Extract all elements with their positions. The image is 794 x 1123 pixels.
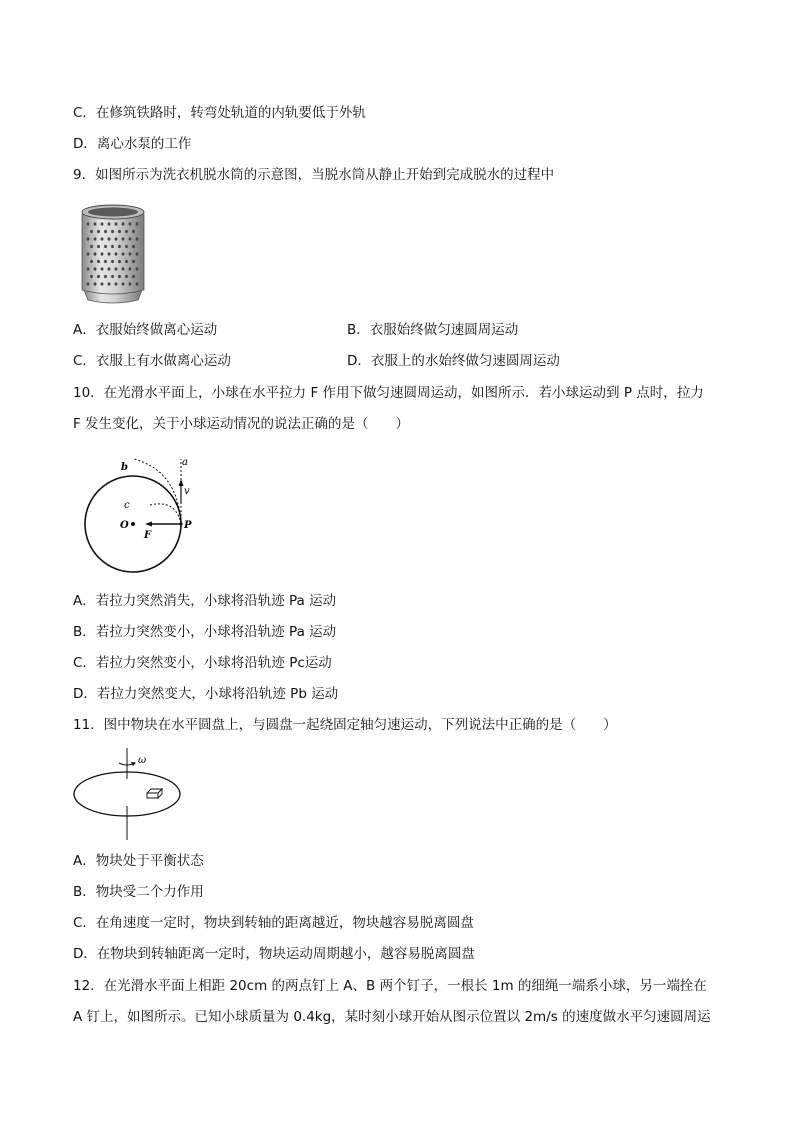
drum-hole — [87, 237, 90, 240]
q10-option-b: B．若拉力突然变小，小球将沿轨迹 Pa 运动 — [73, 624, 337, 640]
prev-option-c: C．在修筑铁路时，转弯处轨道的内轨要低于外轨 — [73, 105, 366, 121]
drum-hole — [132, 275, 135, 278]
drum-hole — [87, 267, 90, 270]
label-v: v — [184, 486, 190, 497]
drum-hole — [118, 230, 121, 233]
q10-option-d: D．若拉力突然变大，小球将沿轨迹 Pb 运动 — [73, 686, 339, 702]
drum-hole — [122, 237, 125, 240]
velocity-arrow — [179, 479, 184, 486]
drum-hole — [122, 222, 125, 225]
drum-hole — [111, 230, 114, 233]
rotating-disk-figure — [72, 746, 188, 846]
drum-hole — [104, 230, 107, 233]
drum-hole — [108, 252, 111, 255]
q9-option-d: D．衣服上的水始终做匀速圆周运动 — [347, 353, 560, 369]
drum-hole — [94, 252, 97, 255]
drum-hole — [90, 230, 93, 233]
q9-option-c: C．衣服上有水做离心运动 — [73, 353, 231, 369]
drum-hole — [125, 230, 128, 233]
q11-option-b: B．物块受二个力作用 — [73, 884, 204, 900]
drum-hole — [111, 260, 114, 263]
label-omega: ω — [138, 755, 147, 766]
drum-hole — [136, 282, 139, 285]
q9-option-b: B．衣服始终做匀速圆周运动 — [347, 322, 519, 338]
drum-hole — [118, 245, 121, 248]
block — [147, 789, 162, 798]
q10-option-c: C．若拉力突然变小，小球将沿轨迹 Pc运动 — [73, 655, 332, 671]
drum-hole — [90, 245, 93, 248]
drum-hole — [104, 260, 107, 263]
drum-hole — [97, 275, 100, 278]
drum-hole — [97, 260, 100, 263]
drum-hole — [108, 267, 111, 270]
label-f: F — [144, 530, 152, 541]
drum-hole — [136, 222, 139, 225]
drum-hole — [94, 237, 97, 240]
drum-hole — [108, 237, 111, 240]
drum-hole — [108, 282, 111, 285]
drum-hole — [115, 267, 118, 270]
drum-hole — [87, 282, 90, 285]
q12-stem-line1: 12．在光滑水平面上相距 20cm 的两点钉上 A、B 两个钉子，一根长 1m 的细绳一端系小球，另一端拴在 — [73, 978, 707, 994]
drum-hole — [90, 275, 93, 278]
drum-hole — [101, 282, 104, 285]
drum-hole — [125, 260, 128, 263]
drum-hole — [97, 245, 100, 248]
drum-hole — [94, 282, 97, 285]
drum-hole — [129, 282, 132, 285]
q10-option-a: A．若拉力突然消失，小球将沿轨迹 Pa 运动 — [73, 593, 337, 609]
point-p — [179, 522, 182, 525]
drum-hole — [115, 252, 118, 255]
drum-hole — [97, 230, 100, 233]
drum-hole — [90, 260, 93, 263]
drum-hole — [118, 260, 121, 263]
path-pc — [150, 504, 181, 524]
drum-hole — [129, 222, 132, 225]
drum-hole — [104, 275, 107, 278]
drum-hole — [111, 245, 114, 248]
circular-motion-figure — [84, 453, 204, 577]
drum-hole — [129, 252, 132, 255]
force-arrow — [145, 522, 152, 527]
drum-hole — [101, 252, 104, 255]
drum-hole — [122, 282, 125, 285]
drum-hole — [132, 230, 135, 233]
drum-hole — [111, 275, 114, 278]
q11-option-c: C．在角速度一定时，物块到转轴的距离越近，物块越容易脱离圆盘 — [73, 915, 474, 931]
drum-hole — [122, 252, 125, 255]
drum-hole — [125, 275, 128, 278]
drum-hole — [118, 275, 121, 278]
label-o: O — [120, 520, 129, 531]
drum-hole — [101, 237, 104, 240]
drum-hole — [104, 245, 107, 248]
q11-option-a: A．物块处于平衡状态 — [73, 853, 204, 869]
q11-option-d: D．在物块到转轴距离一定时，物块运动周期越小，越容易脱离圆盘 — [73, 946, 475, 962]
label-c: c — [124, 500, 130, 511]
q12-stem-line2: A 钉上，如图所示。已知小球质量为 0.4kg，某时刻小球开始从图示位置以 2m/s 的速度做水平匀速圆周运 — [73, 1009, 711, 1025]
drum-hole — [129, 237, 132, 240]
drum-hole — [115, 237, 118, 240]
drum-hole — [132, 245, 135, 248]
drum-hole — [87, 252, 90, 255]
drum-hole — [129, 267, 132, 270]
drum-hole — [87, 222, 90, 225]
prev-option-d: D．离心水泵的工作 — [73, 136, 192, 152]
drum-hole — [132, 260, 135, 263]
label-a: a — [182, 457, 188, 468]
washer-drum-figure — [78, 202, 148, 310]
q9-option-a: A．衣服始终做离心运动 — [73, 322, 218, 338]
drum-hole — [115, 282, 118, 285]
label-p: P — [184, 520, 192, 531]
drum-hole — [101, 267, 104, 270]
q10-stem-line2: F 发生变化，关于小球运动情况的说法正确的是（ ） — [73, 416, 410, 432]
drum-hole — [101, 222, 104, 225]
drum-hole — [125, 245, 128, 248]
center-point — [131, 522, 135, 526]
path-pb — [134, 459, 181, 524]
q10-stem-line1: 10．在光滑水平面上，小球在水平拉力 F 作用下做匀速圆周运动，如图所示．若小球运动到 P 点时，拉力 — [73, 385, 704, 401]
drum-hole — [94, 222, 97, 225]
q11-stem: 11．图中物块在水平圆盘上，与圆盘一起绕固定轴匀速运动，下列说法中正确的是（ ） — [73, 717, 617, 733]
drum-hole — [136, 237, 139, 240]
label-b: b — [121, 462, 128, 473]
drum-hole — [136, 252, 139, 255]
drum-hole — [115, 222, 118, 225]
q9-stem: 9．如图所示为洗衣机脱水筒的示意图，当脱水筒从静止开始到完成脱水的过程中 — [73, 167, 555, 183]
drum-hole — [136, 267, 139, 270]
drum-hole — [122, 267, 125, 270]
drum-hole — [108, 222, 111, 225]
drum-hole — [94, 267, 97, 270]
